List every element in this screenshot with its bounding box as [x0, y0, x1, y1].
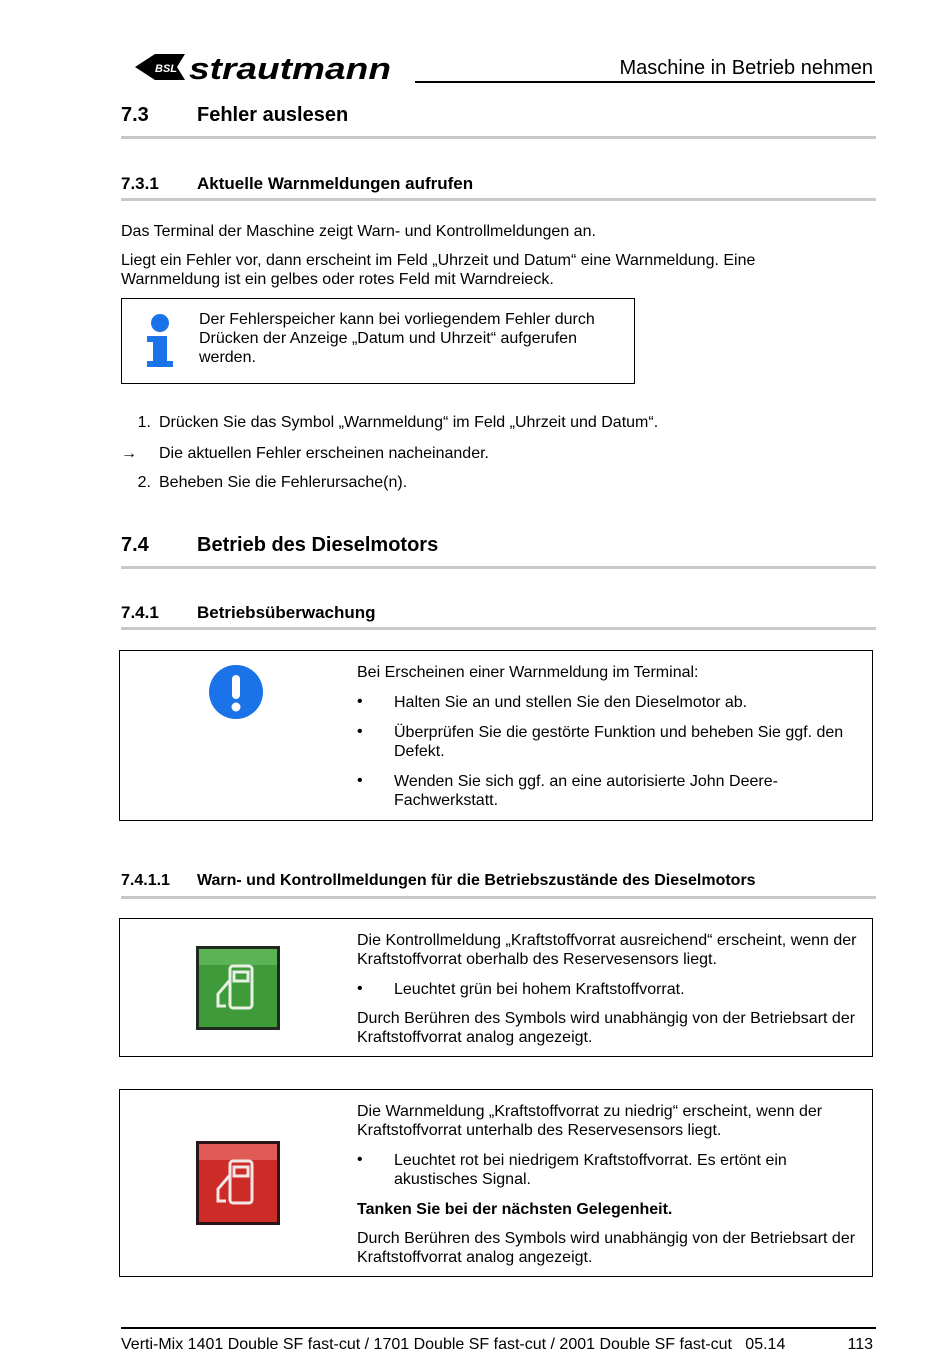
- section-heading-7-4-1-1: [121, 872, 876, 899]
- step-2: [121, 474, 821, 494]
- bullet-dot: •: [357, 723, 363, 740]
- fuel-low-text: Die Warnmeldung „Kraftstoffvorrat zu niedrig“ erscheint, wenn der Kraftstoffvorrat unterhalb des Reservesensors liegt.: [357, 1103, 823, 1139]
- section-number: 7.3: [121, 104, 149, 126]
- step-result: [121, 445, 821, 465]
- step-1: [121, 414, 821, 434]
- step-number: 1.: [137, 414, 151, 431]
- header-rule: [415, 81, 875, 83]
- bullet-dot: •: [357, 980, 363, 997]
- section-heading-7-3: [121, 104, 876, 139]
- fuel-pump-red-icon: [196, 1141, 280, 1225]
- list-item-text: Überprüfen Sie die gestörte Funktion und beheben Sie ggf. den Defekt.: [394, 724, 844, 760]
- list-item-text: Wenden Sie sich ggf. an eine autorisierte John Deere-Fachwerkstatt.: [394, 773, 778, 809]
- footer-model-text: Verti-Mix 1401 Double SF fast-cut / 1701 Double SF fast-cut / 2001 Double SF fast-cut 05.14: [121, 1336, 786, 1353]
- section-title: Aktuelle Warnmeldungen aufrufen: [197, 174, 474, 193]
- section-title: Fehler auslesen: [197, 104, 349, 126]
- bullet-dot: •: [357, 772, 363, 789]
- chapter-title: Maschine in Betrieb nehmen: [619, 57, 873, 79]
- warning-intro: Bei Erscheinen einer Warnmeldung im Terminal:: [357, 664, 699, 681]
- section-heading-7-4-1: [121, 603, 876, 630]
- bullet-dot: •: [357, 693, 363, 710]
- fuel-low-box: [119, 1089, 873, 1277]
- logo-text: strautmann: [189, 51, 391, 84]
- section-number: 7.4.1: [121, 603, 159, 622]
- info-text: Der Fehlerspeicher kann bei vorliegendem Fehler durch Drücken der Anzeige „Datum und Uhrzeit“ aufgerufen werden.: [199, 311, 595, 366]
- paragraph-terminal: Das Terminal der Maschine zeigt Warn- und Kontrollmeldungen an.: [121, 223, 596, 240]
- list-item-text: Halten Sie an und stellen Sie den Dieselmotor ab.: [394, 694, 748, 711]
- step-text: Drücken Sie das Symbol „Warnmeldung“ im Feld „Uhrzeit und Datum“.: [159, 414, 659, 431]
- strautmann-logo: [133, 50, 395, 84]
- section-heading-7-3-1: [121, 174, 876, 201]
- logo-mark: [133, 50, 395, 84]
- step-number: 2.: [137, 474, 151, 491]
- result-text: Die aktuellen Fehler erscheinen nacheinander.: [159, 445, 489, 462]
- section-title: Betrieb des Dieselmotors: [197, 534, 439, 556]
- fuel-ok-text: Die Kontrollmeldung „Kraftstoffvorrat ausreichend“ erscheint, wenn der Kraftstoffvorrat oberhalb des Reservesensors liegt.: [357, 932, 857, 968]
- section-number: 7.4: [121, 534, 149, 556]
- section-heading-7-4: [121, 534, 876, 569]
- section-title: Warn- und Kontrollmeldungen für die Betriebszustände des Dieselmotors: [197, 872, 756, 889]
- fuel-pump-green-icon: [196, 946, 280, 1030]
- paragraph-error: Liegt ein Fehler vor, dann erscheint im Feld „Uhrzeit und Datum“ eine Warnmeldung. Eine Warnmeldung ist ein gelbes oder rotes Feld mit Warndreieck.: [121, 252, 756, 288]
- refuel-notice: Tanken Sie bei der nächsten Gelegenheit.: [357, 1201, 673, 1218]
- section-title: Betriebsüberwachung: [197, 603, 376, 622]
- list-item-text: Leuchtet rot bei niedrigem Kraftstoffvorrat. Es ertönt ein akustisches Signal.: [394, 1152, 787, 1188]
- fuel-ok-box: [119, 918, 873, 1057]
- page-number: 113: [847, 1336, 873, 1353]
- bullet-dot: •: [357, 1151, 363, 1168]
- warning-box: [119, 650, 873, 821]
- section-number: 7.3.1: [121, 174, 159, 193]
- info-icon: [145, 313, 175, 369]
- fuel-ok-touch-text: Durch Berühren des Symbols wird unabhängig von der Betriebsart der Kraftstoffvorrat analog angezeigt.: [357, 1010, 856, 1046]
- exclamation-icon: [208, 664, 264, 720]
- info-box: [121, 298, 635, 384]
- step-text: Beheben Sie die Fehlerursache(n).: [159, 474, 408, 491]
- list-item-text: Leuchtet grün bei hohem Kraftstoffvorrat.: [394, 981, 685, 998]
- footer-rule: [121, 1327, 876, 1329]
- fuel-low-touch-text: Durch Berühren des Symbols wird unabhängig von der Betriebsart der Kraftstoffvorrat analog angezeigt.: [357, 1230, 856, 1266]
- logo-sub-text: BSL: [155, 63, 177, 75]
- result-arrow-icon: →: [121, 445, 137, 462]
- section-number: 7.4.1.1: [121, 872, 170, 889]
